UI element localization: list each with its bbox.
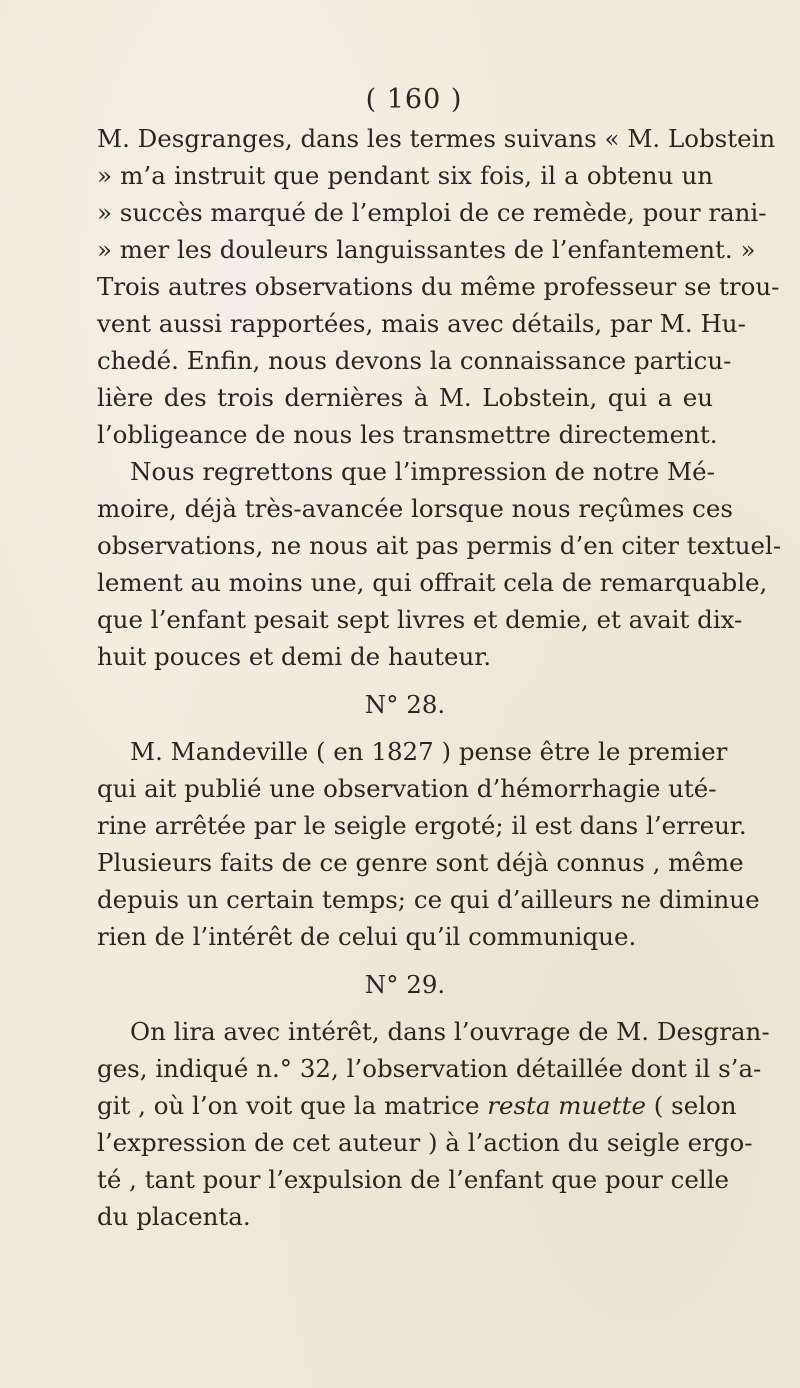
paragraph-desgranges-quote [97, 120, 780, 453]
page-number: ( 160 ) [365, 84, 463, 115]
text-line: Plusieurs faits de ce genre sont déjà connus , même [97, 848, 744, 877]
text-line: l’expression de cet auteur ) à l’action du seigle ergo- [97, 1128, 753, 1157]
text-fragment: ( selon [646, 1091, 737, 1120]
text-line: M. Mandeville ( en 1827 ) pense être le premier [130, 737, 728, 766]
text-line: du placenta. [97, 1202, 251, 1231]
text-line: M. Desgranges, dans les termes suivans « M. Lobstein [97, 124, 776, 153]
text-line: moire, déjà très-avancée lorsque nous reçûmes ces [97, 494, 733, 523]
text-line: ges, indiqué n.° 32, l’observation détaillée dont il s’a- [97, 1054, 762, 1083]
italic-quote: resta muette [487, 1091, 646, 1120]
text-line: lement au moins une, qui offrait cela de remarquable, [97, 568, 768, 597]
text-line: té , tant pour l’expulsion de l’enfant que pour celle [97, 1165, 730, 1194]
text-line: qui ait publié une observation d’hémorrhagie uté- [97, 774, 717, 803]
section-heading-28: N° 28. [364, 690, 446, 719]
text-line: Nous regrettons que l’impression de notre Mé- [130, 457, 715, 486]
text-line: Trois autres observations du même professeur se trou- [97, 272, 780, 301]
text-line: vent aussi rapportées, mais avec détails, par M. Hu- [97, 309, 746, 338]
paragraph-desgranges-observation [97, 1013, 770, 1235]
text-line: On lira avec intérêt, dans l’ouvrage de M. Desgran- [130, 1017, 770, 1046]
text-line: depuis un certain temps; ce qui d’ailleurs ne diminue [97, 885, 760, 914]
text-line: que l’enfant pesait sept livres et demie, et avait dix- [97, 605, 743, 634]
text-line: l’obligeance de nous les transmettre directement. [97, 420, 718, 449]
text-line: » m’a instruit que pendant six fois, il a obtenu un [97, 161, 713, 190]
text-line: chedé. Enfin, nous devons la connaissance particu- [97, 346, 732, 375]
text-column [97, 80, 782, 1235]
text-line: rine arrêtée par le seigle ergoté; il est dans l’erreur. [97, 811, 747, 840]
text-line: » succès marqué de l’emploi de ce remède, pour rani- [97, 198, 767, 227]
text-line: rien de l’intérêt de celui qu’il communique. [97, 922, 637, 951]
section-heading-29: N° 29. [364, 970, 446, 999]
text-line-with-italic [97, 1087, 737, 1124]
paragraph-mandeville [97, 733, 760, 955]
text-line: » mer les douleurs languissantes de l’enfantement. » [97, 235, 756, 264]
text-line: huit pouces et demi de hauteur. [97, 642, 492, 671]
text-line: lière des trois dernières à M. Lobstein, qui a eu [97, 383, 713, 412]
paragraph-regrets [97, 453, 782, 675]
text-line: observations, ne nous ait pas permis d’en citer textuel- [97, 531, 782, 560]
text-fragment: git , où l’on voit que la matrice [97, 1091, 488, 1120]
